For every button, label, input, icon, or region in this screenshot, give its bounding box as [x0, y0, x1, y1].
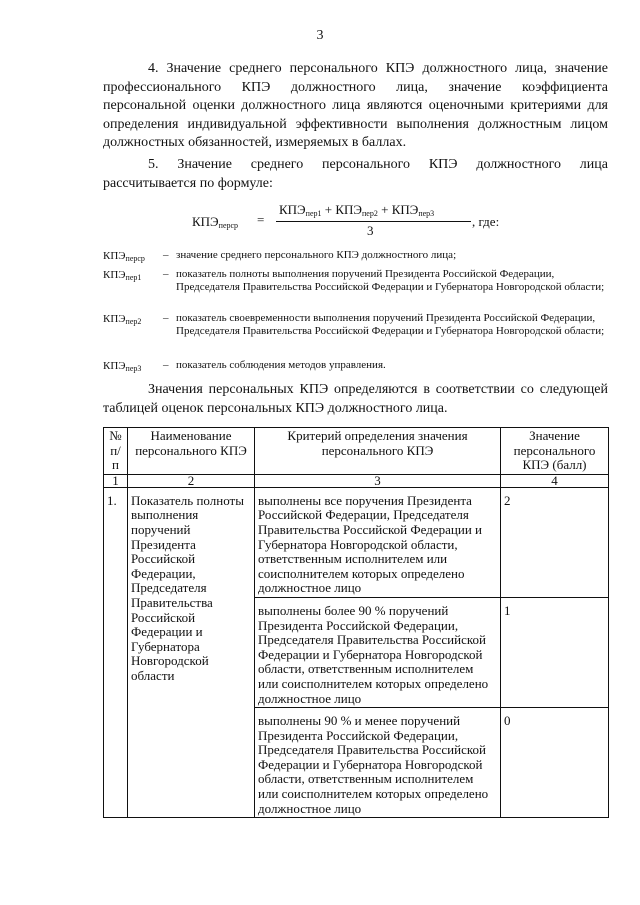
- definition-text: показатель своевременности выполнения поручений Президента Российской Федерации, Председателя Правительства Российской Федерации и Губернатора Новгородской области;: [176, 312, 605, 338]
- criterion-cell: выполнены 90 % и менее поручений Президента Российской Федерации, Председателя Правительства Российской Федерации и Губернатора Новгородской области, ответственным исполнителем или соисполнителем которых определено должностное лицо: [255, 708, 501, 818]
- header-kpi-name: Наименование персонального КПЭ: [128, 428, 255, 475]
- definition-dash: –: [163, 268, 169, 280]
- header-criterion: Критерий определения значения персонального КПЭ: [255, 428, 501, 475]
- row-number: 1.: [104, 487, 128, 817]
- column-number-row: [104, 474, 609, 487]
- column-number: 4: [501, 474, 609, 487]
- formula-equals: =: [257, 212, 265, 227]
- definition-text: показатель соблюдения методов управления.: [176, 359, 386, 371]
- definition-dash: –: [163, 249, 169, 261]
- header-score: Значение персонального КПЭ (балл): [501, 428, 609, 475]
- definition-text: показатель полноты выполнения поручений Президента Российской Федерации, Председателя Правительства Российской Федерации и Губернатора Новгородской области;: [176, 268, 605, 294]
- paragraph-4: 4. Значение среднего персонального КПЭ должностного лица, значение профессионального КПЭ должностного лица, значение коэффициента персональной оценки должностного лица являются оценочными критериями для определения индивидуальной эффективности выполнения должностным лицом должностных обязанностей, измеряемых в баллах.: [103, 61, 608, 151]
- criterion-cell: выполнены более 90 % поручений Президента Российской Федерации, Председателя Правительства Российской Федерации и Губернатора Новгородской области, ответственным исполнителем или соисполнителем которых определено должностное лицо: [255, 597, 501, 707]
- score-cell: 0: [501, 708, 609, 818]
- criterion-cell: выполнены все поручения Президента Российской Федерации, Председателя Правительства Российской Федерации и Губернатора Новгородской области, ответственным исполнителем или соисполнителем которых определено должностное лицо: [255, 487, 501, 597]
- column-number: 2: [128, 474, 255, 487]
- definition-symbol: $КПЭ_{перср}$: [103, 250, 145, 263]
- definition-dash: –: [163, 359, 169, 371]
- row-kpi-name: Показатель полноты выполнения поручений Президента Российской Федерации, Председателя Правительства Российской Федерации и Губернатора Новгородской области: [128, 487, 255, 817]
- definition-symbol: $КПЭ_{пер2}$: [103, 313, 142, 326]
- page-number: 3: [316, 28, 324, 43]
- definition-symbol: $КПЭ_{пер1}$: [103, 269, 142, 282]
- paragraph-table-intro: Значения персональных КПЭ определяются в соответствии со следующей таблицей оценок персональных КПЭ должностного лица.: [103, 382, 608, 416]
- column-number: 1: [104, 474, 128, 487]
- score-cell: 1: [501, 597, 609, 707]
- formula-tail: , где:: [472, 214, 500, 229]
- kpi-table: [103, 427, 609, 818]
- formula-denominator: 3: [367, 223, 374, 238]
- definition-text: значение среднего персонального КПЭ должностного лица;: [176, 249, 457, 261]
- fraction-line: [276, 221, 471, 222]
- column-number: 3: [255, 474, 501, 487]
- formula-lhs: $КПЭ_{перср}$: [192, 214, 239, 230]
- header-number: № п/п: [104, 428, 128, 475]
- table-row: [104, 487, 609, 597]
- score-cell: 2: [501, 487, 609, 597]
- definition-symbol: $КПЭ_{пер3}$: [103, 360, 142, 373]
- definition-dash: –: [163, 312, 169, 324]
- paragraph-5: 5. Значение среднего персонального КПЭ должностного лица рассчитывается по формуле:: [103, 157, 608, 191]
- formula-numerator: $КПЭ_{пер1} + КПЭ_{пер2} + КПЭ_{пер3}$: [279, 202, 435, 218]
- table-header-row: [104, 428, 609, 475]
